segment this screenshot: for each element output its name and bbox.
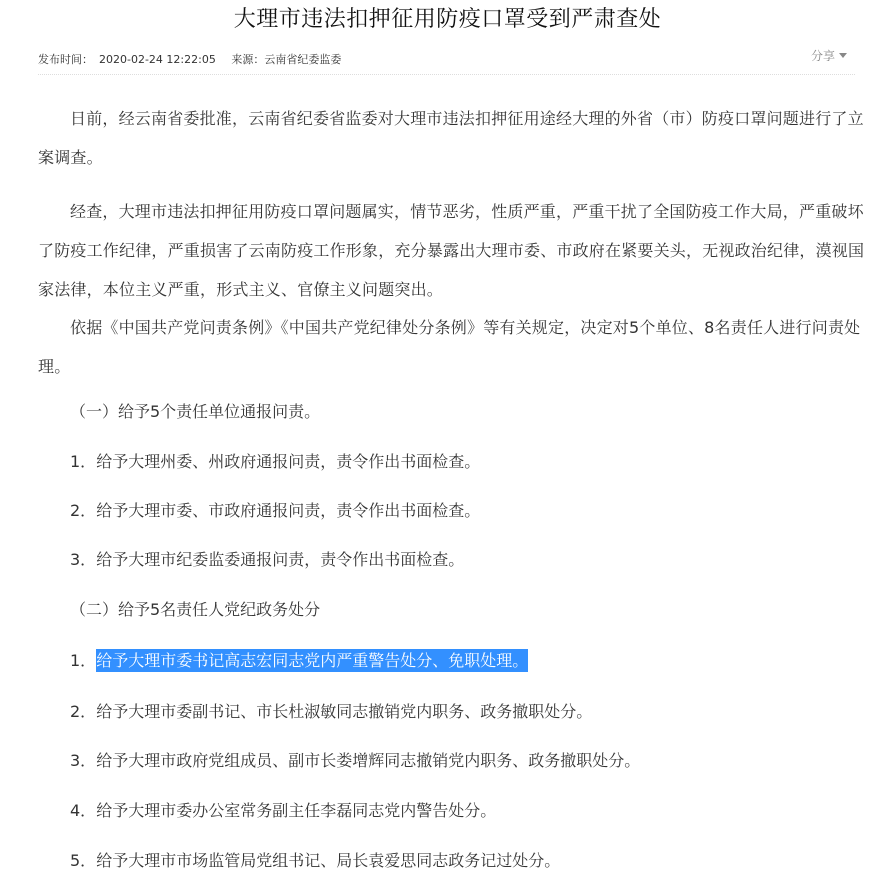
item-number: 2． — [70, 702, 97, 721]
item-number: 3． — [70, 751, 97, 770]
item-text: 给予大理市委办公室常务副主任李磊同志党内警告处分。 — [96, 801, 497, 820]
paragraph-3-block — [38, 308, 878, 386]
publish-time: 2020-02-24 12:22:05 — [99, 53, 216, 66]
item-text: 给予大理市市场监管局党组书记、局长袁爱思同志政务记过处分。 — [96, 851, 561, 870]
section-2-heading: （二）给予5名责任人党纪政务处分 — [70, 600, 321, 619]
header-divider — [38, 74, 855, 75]
share-label: 分享 — [810, 49, 835, 63]
item-number: 1． — [70, 651, 97, 670]
selected-text[interactable]: 给予大理市委书记高志宏同志党内严重警告处分、免职处理。 — [96, 651, 529, 670]
item-number: 3． — [70, 550, 97, 569]
item-text: 给予大理州委、州政府通报问责，责令作出书面检查。 — [96, 452, 481, 471]
article-title: 大理市违法扣押征用防疫口罩受到严肃查处 — [233, 7, 662, 32]
paragraph-2-block — [38, 192, 878, 309]
paragraph-1-block — [38, 99, 878, 177]
item-text: 给予大理市委副书记、市长杜淑敏同志撤销党内职务、政务撤职处分。 — [96, 702, 593, 721]
item-number: 2． — [70, 501, 97, 520]
section-1-heading: （一）给予5个责任单位通报问责。 — [70, 402, 321, 421]
section-1-item — [70, 549, 464, 571]
item-text: 给予大理市政府党组成员、副市长娄增辉同志撤销党内职务、政务撤职处分。 — [96, 751, 641, 770]
section-2-item — [70, 650, 528, 672]
paragraph-1: 日前，经云南省委批准，云南省纪委省监委对大理市违法扣押征用途经大理的外省（市）防疫口罩问题进行了立案调查。 — [38, 109, 864, 167]
section-2-item — [70, 701, 592, 723]
item-number: 1． — [70, 452, 97, 471]
section-1-item — [70, 451, 480, 473]
source-label: 来源： — [231, 53, 265, 66]
section-2-item — [70, 750, 640, 772]
section-1-item — [70, 500, 480, 522]
item-number: 5． — [70, 851, 97, 870]
item-text: 给予大理市纪委监委通报问责，责令作出书面检查。 — [96, 550, 465, 569]
source-name: 云南省纪委监委 — [264, 53, 342, 66]
paragraph-3: 依据《中国共产党问责条例》《中国共产党纪律处分条例》等有关规定，决定对5个单位、8名责任人进行问责处理。 — [38, 318, 861, 376]
publish-label: 发布时间： — [38, 53, 93, 66]
section-2-item — [70, 850, 560, 872]
article-meta — [38, 52, 347, 68]
share-button[interactable] — [811, 48, 847, 64]
chevron-down-icon — [839, 53, 847, 58]
paragraph-2: 经查，大理市违法扣押征用防疫口罩问题属实，情节恶劣，性质严重，严重干扰了全国防疫工作大局，严重破坏了防疫工作纪律，严重损害了云南防疫工作形象，充分暴露出大理市委、市政府在紧要关头，无视政治纪律，漠视国家法律，本位主义严重，形式主义、官僚主义问题突出。 — [38, 202, 865, 299]
section-2-item — [70, 800, 496, 822]
item-number: 4． — [70, 801, 97, 820]
item-text: 给予大理市委、市政府通报问责，责令作出书面检查。 — [96, 501, 481, 520]
